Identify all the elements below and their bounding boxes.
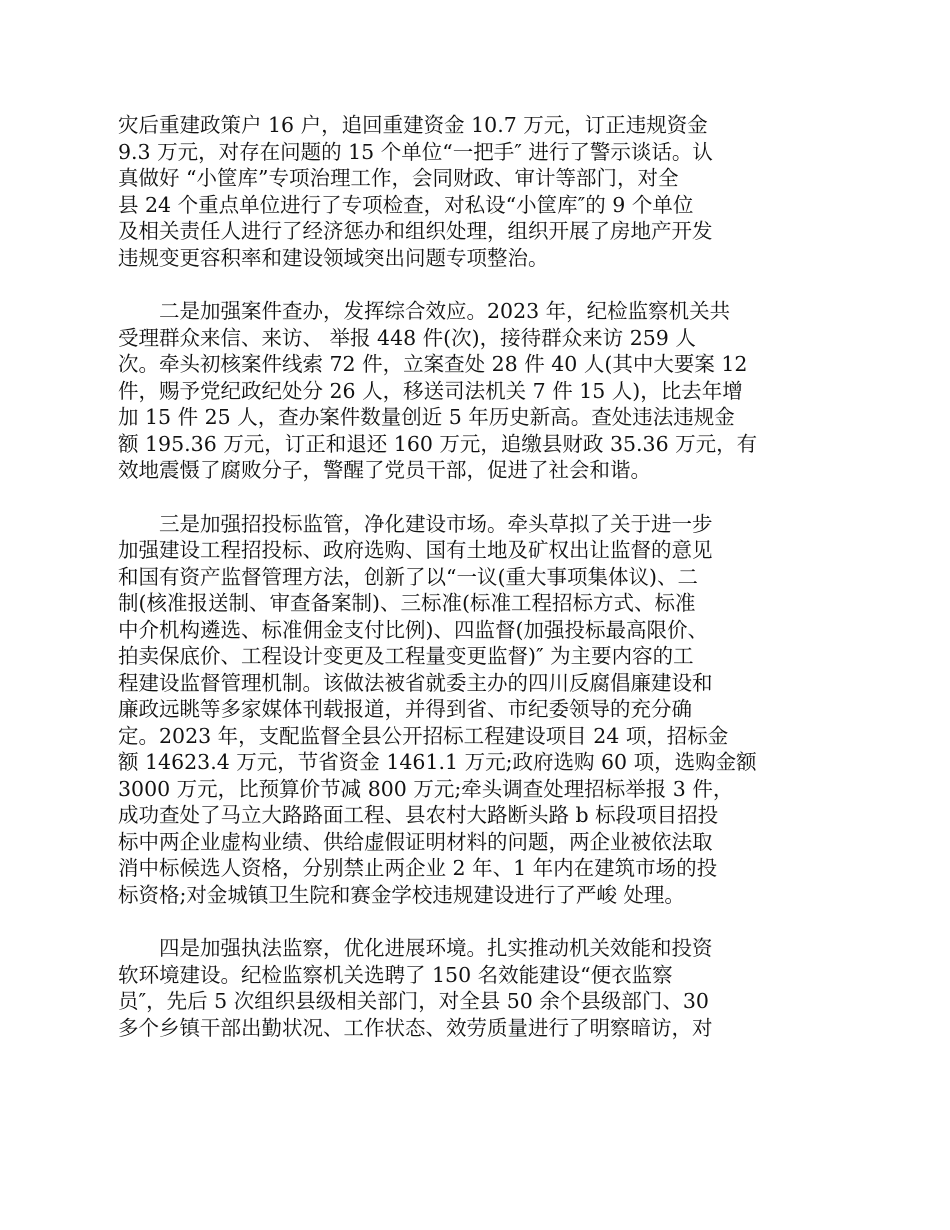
text-line: 三是加强招投标监管，净化建设市场。牵头草拟了关于进一步 [159,511,713,536]
paragraph-gap [118,271,838,298]
text-line: 消中标候选人资格，分别禁止两企业 2 年、1 年内在建筑市场的投 [118,856,718,880]
text-line: 效地震慑了腐败分子，警醒了党员干部，促进了社会和谐。 [118,458,651,482]
paragraph-2 [118,298,838,484]
text-line: 违规变更容积率和建设领域突出问题专项整治。 [118,245,549,270]
paragraph-3 [118,511,838,909]
text-line: 县 24 个重点单位进行了专项检查，对私设“小筐库″的 9 个单位 [118,192,694,217]
text-line: 及相关责任人进行了经济惩办和组织处理，组织开展了房地产开发 [118,219,713,243]
text-line: 9.3 万元，对存在问题的 15 个单位“一把手″ 进行了警示谈话。认 [118,139,713,164]
text-line: 次。牵头初核案件线索 72 件，立案查处 28 件 40 人(其中大要案 12 [118,352,748,376]
paragraph-4 [118,935,838,1041]
text-line: 件，赐予党纪政纪处分 26 人，移送司法机关 7 件 15 人)，比去年增 [118,378,743,403]
text-line: 定。2023 年，支配监督全县公开招标工程建设项目 24 项，招标金 [118,723,729,748]
text-line: 和国有资产监督管理方法，创新了以“一议(重大事项集体议)、二 [118,564,698,589]
text-line: 加 15 件 25 人，查办案件数量创近 5 年历史新高。查处违法违规金 [118,405,735,429]
text-line: 额 195.36 万元，订正和退还 160 万元，追缴县财政 35.36 万元，有 [118,431,758,456]
text-line: 廉政远眺等多家媒体刊载报道，并得到省、市纪委领导的充分确 [118,697,692,721]
text-line: 加强建设工程招投标、政府选购、国有土地及矿权出让监督的意见 [118,538,713,562]
text-line: 标资格;对金城镇卫生院和赛金学校违规建设进行了严峻 处理。 [118,882,685,907]
document-page [118,112,838,1041]
text-line: 真做好 “小筐库”专项治理工作，会同财政、审计等部门，对全 [118,166,679,190]
text-line: 灾后重建政策户 16 户，追回重建资金 10.7 万元，订正违规资金 [118,113,708,137]
text-line: 3000 万元，比预算价节减 800 万元;牵头调查处理招标举报 3 件， [118,776,734,801]
text-line: 多个乡镇干部出勤状况、工作状态、效劳质量进行了明察暗访，对 [118,1015,713,1040]
paragraph-gap [118,908,838,935]
text-line: 员″，先后 5 次组织县级相关部门，对全县 50 余个县级部门、30 [118,989,709,1013]
text-line: 软环境建设。纪检监察机关选聘了 150 名效能建设“便衣监察 [118,962,673,987]
text-line: 四是加强执法监察，优化进展环境。扎实推动机关效能和投资 [159,936,713,960]
text-line: 额 14623.4 万元，节省资金 1461.1 万元;政府选购 60 项，选购金额 [118,750,757,774]
paragraph-1 [118,112,838,271]
text-line: 程建设监督管理机制。该做法被省就委主办的四川反腐倡廉建设和 [118,670,713,695]
text-line: 受理群众来信、来访、 举报 448 件(次)，接待群众来访 259 人 [118,325,696,350]
text-line: 中介机构遴选、标准佣金支付比例)、四监督(加强投标最高限价、 [118,617,708,642]
text-line: 二是加强案件查办，发挥综合效应。2023 年，纪检监察机关共 [159,299,731,323]
paragraph-gap [118,484,838,511]
text-line: 拍卖保底价、工程设计变更及工程量变更监督)″ 为主要内容的工 [118,644,694,668]
text-line: 成功查处了马立大路路面工程、县农村大路断头路 b 标段项目招投 [118,803,719,827]
text-line: 制(核准报送制、审查备案制)、三标准(标准工程招标方式、标准 [118,591,696,615]
text-line: 标中两企业虚构业绩、供给虚假证明材料的问题，两企业被依法取 [118,829,713,854]
